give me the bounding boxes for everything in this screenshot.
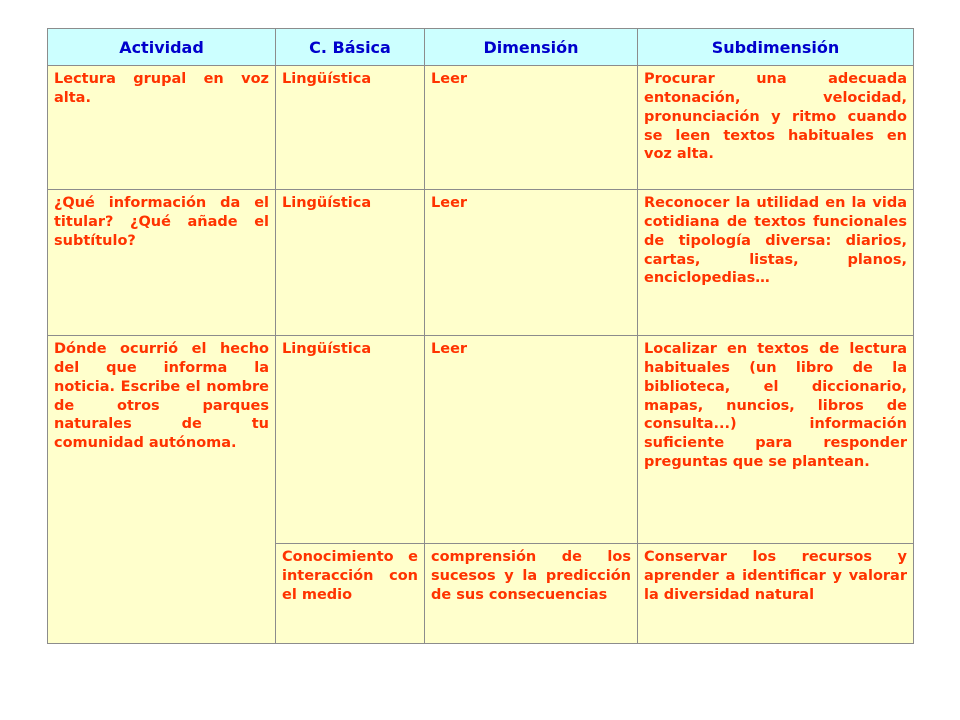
cell-dimension: comprensión de los sucesos y la predicción de sus consecuencias: [425, 544, 638, 644]
table-row: [48, 336, 914, 544]
cell-dimension: Leer: [425, 66, 638, 190]
cell-actividad: Lectura grupal en voz alta.: [48, 66, 276, 190]
header-dimension: Dimensión: [425, 29, 638, 66]
header-subdimension: Subdimensión: [638, 29, 914, 66]
cell-basica: Lingüística: [276, 190, 425, 336]
table-row: [48, 190, 914, 336]
cell-subdimension: Localizar en textos de lectura habituales (un libro de la biblioteca, el diccionario, mapas, nuncios, libros de consulta...) información suficiente para responder preguntas que se plantean.: [638, 336, 914, 544]
cell-basica: Conocimiento e interacción con el medio: [276, 544, 425, 644]
cell-actividad: Dónde ocurrió el hecho del que informa la noticia. Escribe el nombre de otros parques naturales de tu comunidad autónoma.: [48, 336, 276, 644]
cell-dimension: Leer: [425, 336, 638, 544]
cell-dimension: Leer: [425, 190, 638, 336]
table-row: [48, 66, 914, 190]
cell-subdimension: Conservar los recursos y aprender a identificar y valorar la diversidad natural: [638, 544, 914, 644]
competencies-table: [47, 28, 914, 644]
cell-subdimension: Reconocer la utilidad en la vida cotidiana de textos funcionales de tipología diversa: diarios, cartas, listas, planos, enciclopedias…: [638, 190, 914, 336]
cell-basica: Lingüística: [276, 336, 425, 544]
cell-basica: Lingüística: [276, 66, 425, 190]
cell-subdimension: Procurar una adecuada entonación, velocidad, pronunciación y ritmo cuando se leen textos habituales en voz alta.: [638, 66, 914, 190]
table-header-row: [48, 29, 914, 66]
header-basica: C. Básica: [276, 29, 425, 66]
cell-actividad: ¿Qué información da el titular? ¿Qué añade el subtítulo?: [48, 190, 276, 336]
header-actividad: Actividad: [48, 29, 276, 66]
